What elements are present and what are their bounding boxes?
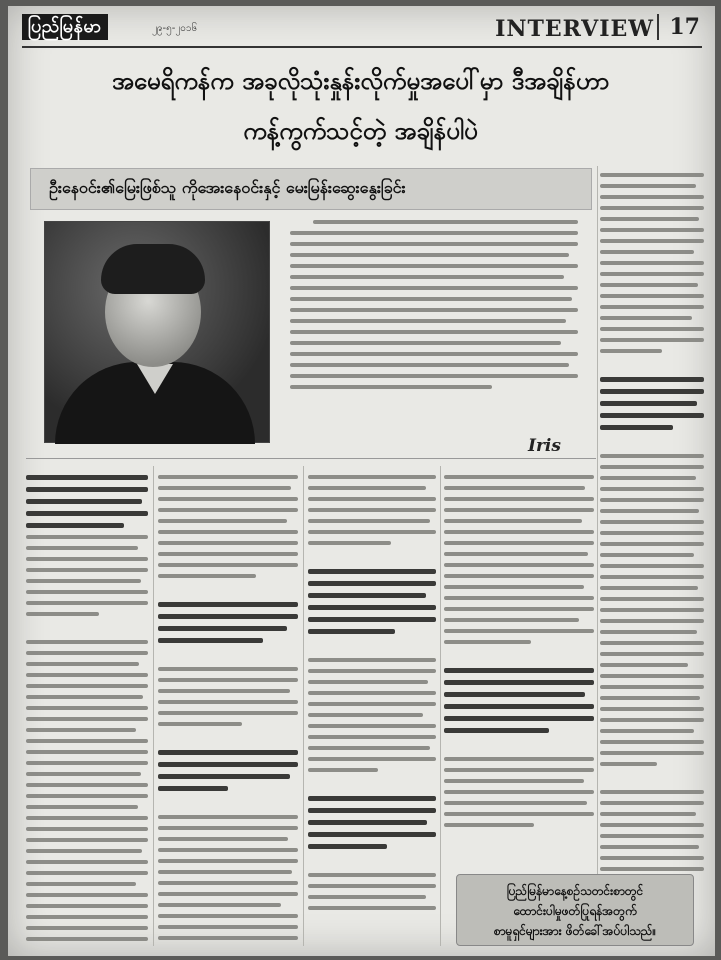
contributor-invite-box bbox=[456, 874, 694, 946]
promo-line-2: ထောင်းပါမှုဖတ်ပြုရန်အတွက် bbox=[513, 904, 637, 918]
interviewee-photo bbox=[44, 221, 270, 443]
subhead: ဦးနေဝင်း၏မြေးဖြစ်သူ ကိုအေးနေဝင်းနှင့် မေးမြန်းဆွေးနွေးခြင်း bbox=[49, 178, 406, 197]
intro-text-block bbox=[290, 213, 578, 453]
page-number: 17 bbox=[657, 14, 700, 40]
newspaper-logo: ပြည်မြန်မာ bbox=[22, 14, 108, 40]
promo-line-3: စာမူရှင်များအား ဖိတ်ခေါ်အပ်ပါသည်။ bbox=[493, 924, 657, 938]
section-label: INTERVIEW bbox=[495, 16, 654, 42]
article-column-1 bbox=[26, 468, 148, 948]
masthead bbox=[22, 12, 702, 48]
headline-line-1: အမေရိကန်က အခုလိုသုံးနှုန်းလိုက်မှုအပေါ်မှာ ဒီအချိန်ဟာ bbox=[111, 67, 610, 95]
article-column-2 bbox=[158, 468, 298, 948]
right-column-text bbox=[600, 166, 704, 946]
headline bbox=[28, 56, 693, 156]
byline: Iris bbox=[528, 436, 561, 456]
headline-line-2: ကန့်ကွက်သင့်တဲ့ အချိန်ပါပဲ bbox=[243, 117, 478, 145]
subhead-box bbox=[30, 168, 592, 210]
article-column-3 bbox=[308, 468, 436, 948]
newspaper-page bbox=[8, 6, 715, 956]
promo-line-1: ပြည်မြန်မာနေ့စဉ်သတင်းစာတွင် bbox=[506, 884, 644, 898]
publication-date: ၂၉-၅-၂၀၁၆ bbox=[152, 23, 198, 34]
